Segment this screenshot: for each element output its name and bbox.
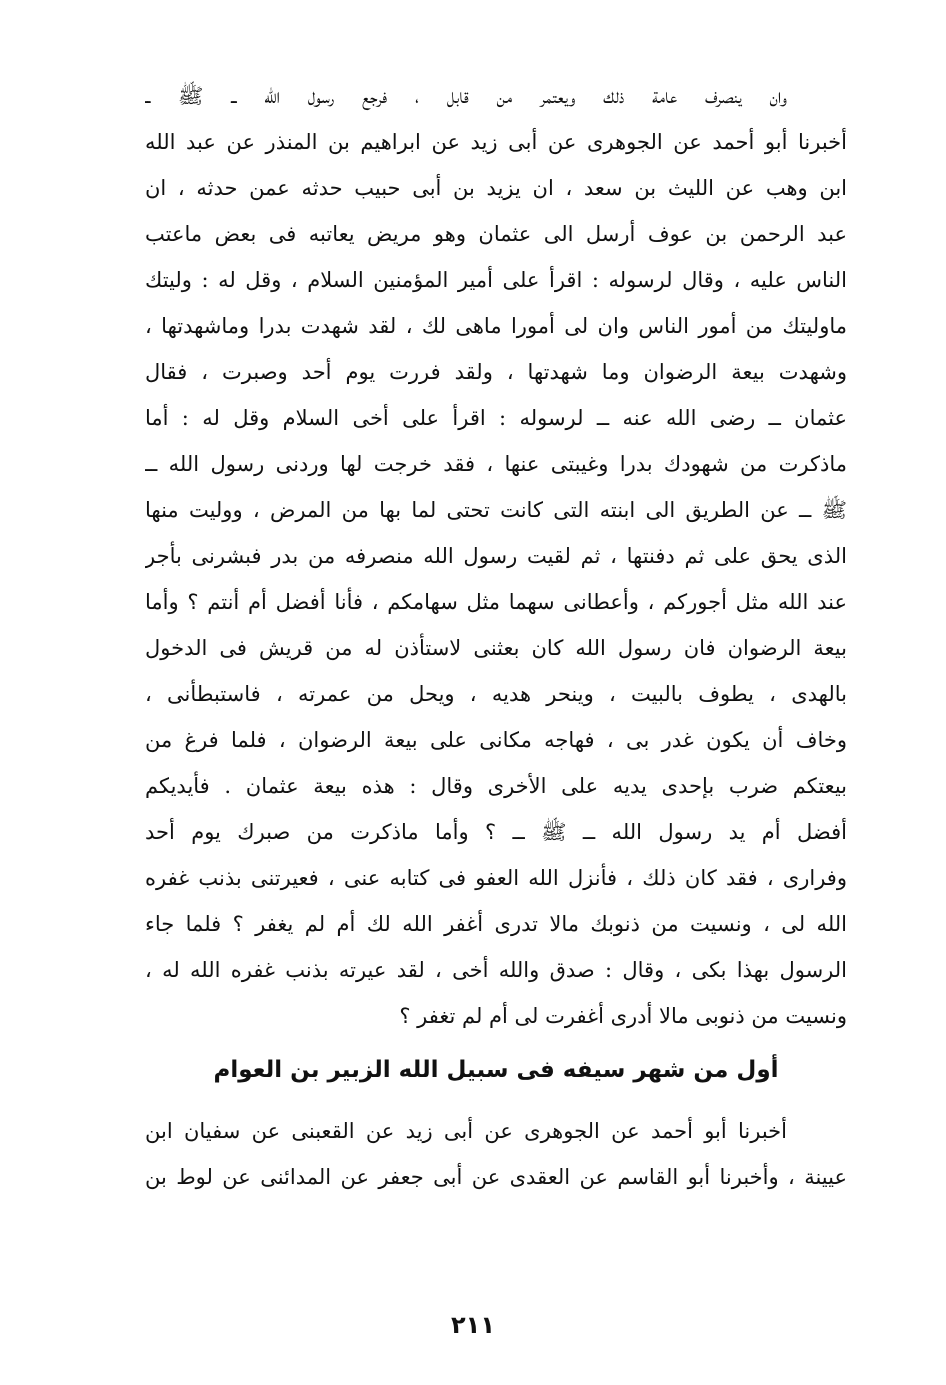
text-line: ماذكرت من شهودك بدرا وغيبتى عنها ، فقد خرجت لها وردنى رسول الله ــ <box>145 452 847 476</box>
page-number: ٢١١ <box>451 1311 495 1339</box>
text-line: وفرارى ، فقد كان ذلك ، فأنزل الله العفو فى كتابه عنى ، فعيرتنى بذنب غفره <box>145 866 847 890</box>
text-line: الله لى ، ونسيت من ذنوبك مالا تدرى أغفر الله لك أم لم يغفر ؟ فلما جاء <box>145 912 847 936</box>
text-line: عثمان ــ رضى الله عنه ــ لرسوله : اقرأ على أخى السلام وقل له : أما <box>145 406 847 430</box>
text-line: الرسول بهذا بكى ، وقال : صدق والله أخى ، لقد عيرته بذنب غفره الله له ، <box>145 958 847 982</box>
text-line: بيعتكم ضرب بإحدى يديه على الأخرى وقال : هذه بيعة عثمان . فأيديكم <box>145 774 847 798</box>
text-line: ماوليتك من أمور الناس وان لى أمورا ماهى لك ، لقد شهدت بدرا وماشهدتها ، <box>145 314 847 338</box>
text-line: عيينة ، وأخبرنا أبو القاسم عن العقدى عن أبى جعفر عن المدائنى عن لوط بن <box>145 1165 847 1189</box>
text-line: الناس عليه ، وقال لرسوله : اقرأ على أمير المؤمنين السلام ، وقل له : وليتك <box>145 268 847 292</box>
text-line: الذى يحق على ثم دفنتها ، ثم لقيت رسول الله منصرفه من بدر فبشرنى بأجر <box>145 544 847 568</box>
text-line: عند الله مثل أجوركم ، وأعطانى سهما مثل سهامكم ، فأنا أفضل أم أنتم ؟ وأما <box>145 590 847 614</box>
text-line: ونسيت من ذنوبى مالا أدرى أغفرت لى أم لم تغفر ؟ <box>399 1004 847 1028</box>
text-line: ابن وهب عن الليث بن سعد ، ان يزيد بن أبى حبيب حدثه عمن حدثه ، ان <box>145 176 847 200</box>
text-line: وخاف أن يكون غدر بى ، فهاجه مكانى على بيعة الرضوان ، فلما فرغ من <box>145 728 847 752</box>
text-line: أخبرنا أبو أحمد عن الجوهرى عن أبى زيد عن القعبنى عن سفيان ابن <box>145 1119 787 1143</box>
text-line: بيعة الرضوان فان رسول الله كان بعثنى لاستأذن له من قريش فى الدخول <box>145 636 847 660</box>
text-line: وان ينصرف عامة ذلك ويعتمر من قابل ، فرجع رسول الله ــ ﷺ ــ <box>145 84 787 108</box>
text-line: ﷺ ــ عن الطريق الى ابنته التى كانت تحتى لما بها من المرض ، ووليت منها <box>145 498 847 522</box>
text-line: بالهدى ، يطوف بالبيت ، وينحر هديه ، ويحل من عمرته ، فاستبطأنى ، <box>145 682 847 706</box>
text-line: عبد الرحمن بن عوف أرسل الى عثمان وهو مريض يعاتبه فى بعض ماعتب <box>145 222 847 246</box>
text-line: أخبرنا أبو أحمد عن الجوهرى عن أبى زيد عن ابراهيم بن المنذر عن عبد الله <box>145 130 847 154</box>
text-line: أفضل أم يد رسول الله ــ ﷺ ــ ؟ وأما ماذكرت من صبرك يوم أحد <box>145 820 847 844</box>
text-line: وشهدت بيعة الرضوان وما شهدتها ، ولقد فررت يوم أحد وصبرت ، فقال <box>145 360 847 384</box>
section-heading: أول من شهر سيفه فى سبيل الله الزبير بن العوام <box>213 1057 779 1083</box>
